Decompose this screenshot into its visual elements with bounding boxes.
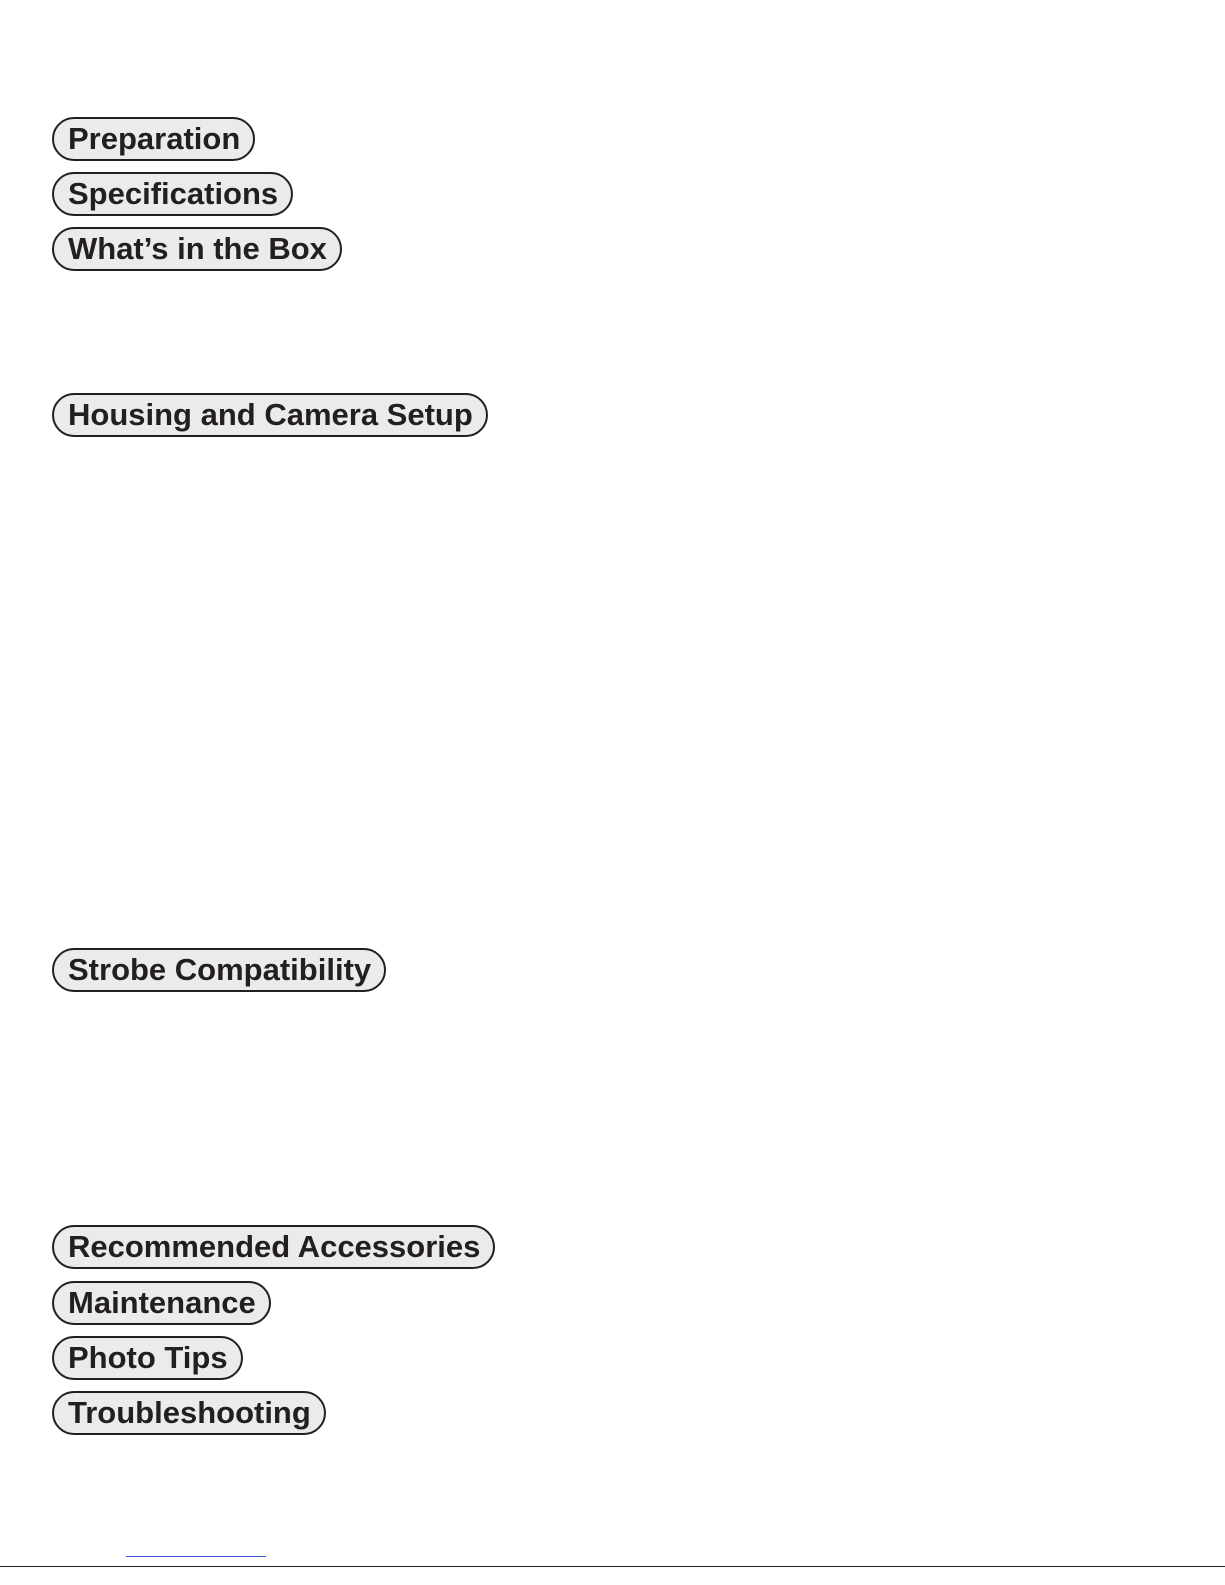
section-link-troubleshooting[interactable]: Troubleshooting [52,1391,326,1435]
footer-link-underline[interactable] [126,1556,266,1557]
section-link-strobe-compatibility[interactable]: Strobe Compatibility [52,948,386,992]
section-link-whats-in-the-box[interactable]: What’s in the Box [52,227,342,271]
section-link-photo-tips[interactable]: Photo Tips [52,1336,243,1380]
section-link-housing-and-camera-setup[interactable]: Housing and Camera Setup [52,393,488,437]
section-link-maintenance[interactable]: Maintenance [52,1281,271,1325]
section-link-preparation[interactable]: Preparation [52,117,255,161]
section-link-specifications[interactable]: Specifications [52,172,293,216]
section-link-recommended-accessories[interactable]: Recommended Accessories [52,1225,495,1269]
page-bottom-rule [0,1566,1225,1567]
